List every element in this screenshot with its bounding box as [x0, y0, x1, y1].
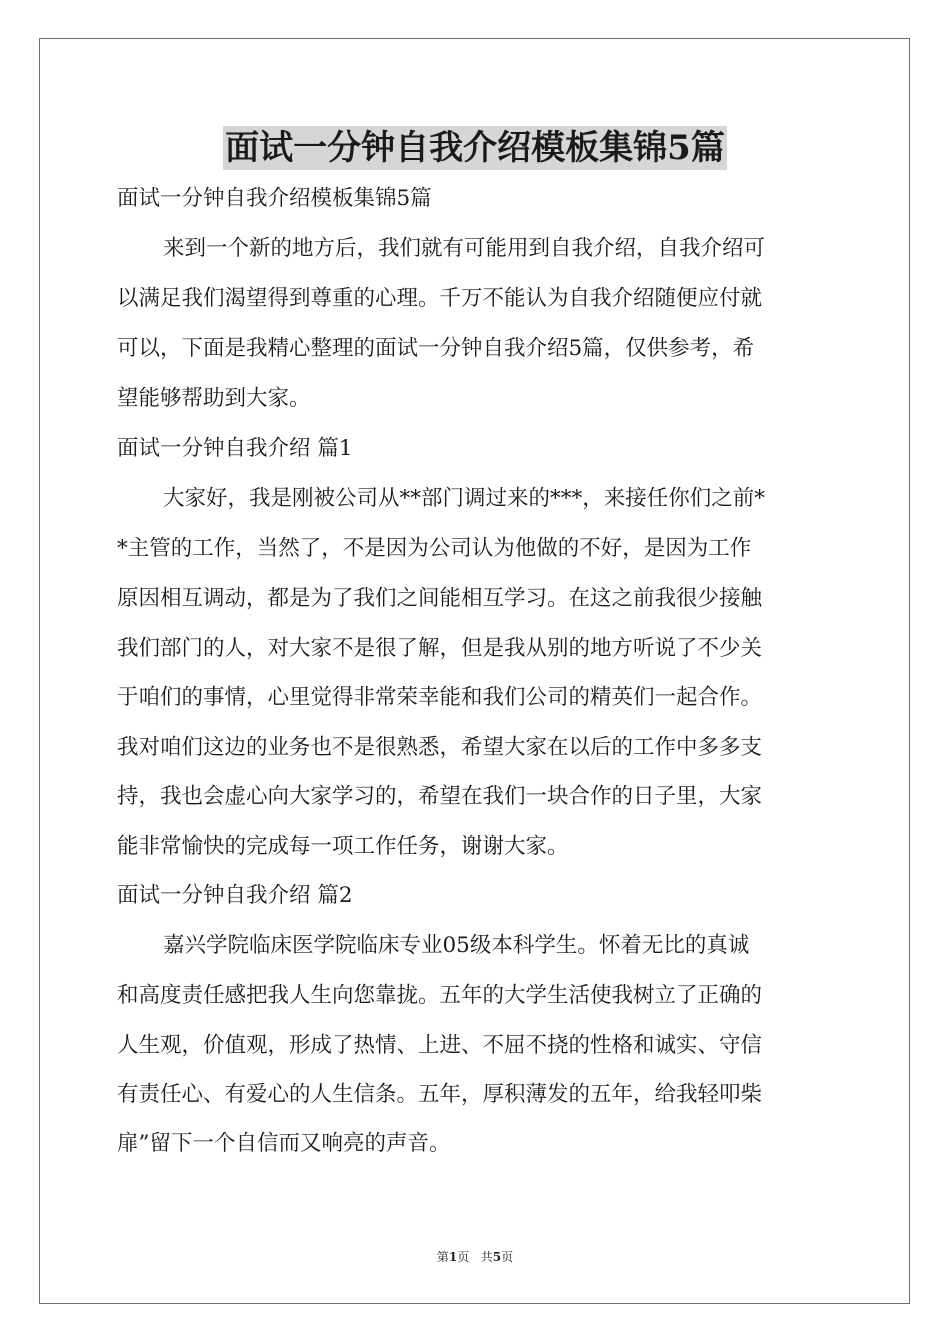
footer-total-pages: 5 — [492, 1250, 502, 1264]
section2-line: 嘉兴学院临床医学院临床专业05级本科学生。怀着无比的真诚 — [163, 933, 750, 958]
section2-line: 和高度责任感把我人生向您靠拢。五年的大学生活使我树立了正确的 — [117, 983, 763, 1008]
subtitle: 面试一分钟自我介绍模板集锦5篇 — [117, 186, 432, 211]
section-heading-1: 面试一分钟自我介绍 篇1 — [117, 436, 353, 461]
intro-line: 以满足我们渴望得到尊重的心理。千万不能认为自我介绍随便应付就 — [117, 286, 763, 311]
section1-line: 我对咱们这边的业务也不是很熟悉，希望大家在以后的工作中多多支 — [117, 735, 763, 760]
section1-line: 大家好，我是刚被公司从**部门调过来的***，来接任你们之前* — [163, 486, 766, 511]
intro-line: 来到一个新的地方后，我们就有可能用到自我介绍，自我介绍可 — [163, 236, 766, 261]
section-heading-2: 面试一分钟自我介绍 篇2 — [117, 883, 353, 908]
section1-line: 持，我也会虚心向大家学习的，希望在我们一块合作的日子里，大家 — [117, 784, 763, 809]
section2-line: 有责任心、有爱心的人生信条。五年，厚积薄发的五年，给我轻叩柴 — [117, 1082, 763, 1107]
section1-line: *主管的工作，当然了，不是因为公司认为他做的不好，是因为工作 — [117, 536, 752, 561]
section1-line: 原因相互调动，都是为了我们之间能相互学习。在这之前我很少接触 — [117, 586, 763, 611]
footer-prefix: 第 — [436, 1250, 449, 1264]
section2-line: 人生观，价值观，形成了热情、上进、不屈不挠的性格和诚实、守信 — [117, 1033, 763, 1058]
footer-current-page: 1 — [448, 1250, 458, 1264]
intro-line: 望能够帮助到大家。 — [117, 386, 311, 411]
title-container — [0, 126, 950, 170]
footer-total-unit: 页 — [501, 1250, 514, 1264]
section1-line: 于咱们的事情，心里觉得非常荣幸能和我们公司的精英们一起合作。 — [117, 685, 763, 710]
section1-line: 能非常愉快的完成每一项工作任务，谢谢大家。 — [117, 834, 569, 859]
footer-page-unit: 页 — [457, 1250, 470, 1264]
footer-total-prefix: 共 — [480, 1250, 493, 1264]
section2-line: 扉”留下一个自信而又响亮的声音。 — [117, 1131, 451, 1156]
page-title: 面试一分钟自我介绍模板集锦5篇 — [225, 128, 725, 168]
intro-line: 可以，下面是我精心整理的面试一分钟自我介绍5篇，仅供参考，希 — [117, 336, 755, 361]
page-border — [39, 38, 910, 1304]
page-footer — [0, 1248, 950, 1265]
section1-line: 我们部门的人，对大家不是很了解，但是我从别的地方听说了不少关 — [117, 636, 763, 661]
